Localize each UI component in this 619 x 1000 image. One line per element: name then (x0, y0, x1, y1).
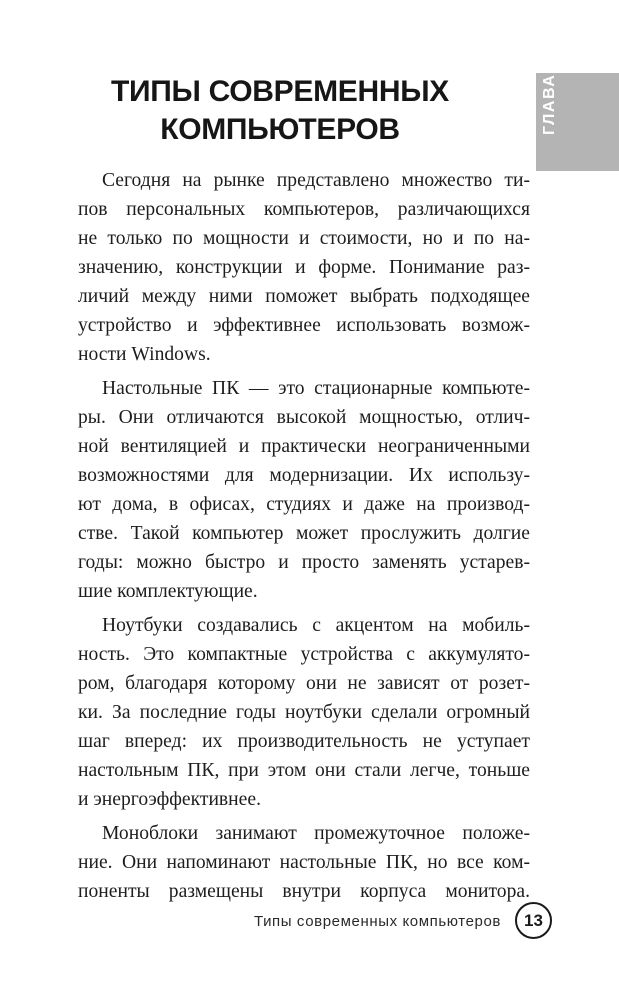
text-line: ры. Они отличаются высокой мощностью, отлич- (78, 407, 530, 428)
text-line: и энергоэффективнее. (78, 789, 261, 810)
text-line: пов персональных компьютеров, различающихся (78, 199, 530, 220)
text-line: значению, конструкции и форме. Понимание раз- (78, 257, 530, 278)
text-line: не только по мощности и стоимости, но и по на- (78, 228, 530, 249)
paragraph (78, 166, 530, 369)
text-line: ки. За последние годы ноутбуки сделали огромный (78, 702, 530, 723)
text-line: Ноутбуки создавались с акцентом на мобиль- (102, 615, 530, 636)
text-line: ром, благодаря которому они не зависят от розет- (78, 673, 530, 694)
page-title-line-2: КОМПЬЮТЕРОВ (160, 113, 400, 146)
text-line: устройство и эффективнее использовать возмож- (78, 315, 530, 336)
text-line: шие комплектующие. (78, 581, 258, 602)
paragraph (78, 611, 530, 814)
text-line: ность. Это компактные устройства с аккумулято- (78, 644, 530, 665)
text-line: Сегодня на рынке представлено множество ти- (102, 170, 530, 191)
paragraph (78, 374, 530, 606)
paragraph (78, 819, 530, 906)
text-line: Моноблоки занимают промежуточное положе- (102, 823, 530, 844)
text-line: личий между ними поможет выбрать подходящее (78, 286, 530, 307)
chapter-tab-label: ГЛАВА 1 (541, 57, 558, 135)
text-line: ности Windows. (78, 344, 211, 365)
chapter-tab (536, 57, 619, 171)
text-line: поненты размещены внутри корпуса монитора. (78, 881, 530, 902)
text-line: шаг вперед: их производительность не уступает (78, 731, 530, 752)
text-line: Настольные ПК — это стационарные компьюте- (102, 378, 530, 399)
text-line: настольным ПК, при этом они стали легче, тоньше (78, 760, 530, 781)
text-line: годы: можно быстро и просто заменять устарев- (78, 552, 530, 573)
text-line: ной вентиляцией и практически неограниченными (78, 436, 530, 457)
text-line: возможностями для модернизации. Их использу- (78, 465, 530, 486)
page-number: 13 (515, 902, 552, 939)
page-title (60, 73, 500, 149)
page-title-line-1: ТИПЫ СОВРЕМЕННЫХ (110, 75, 449, 108)
text-line: ние. Они напоминают настольные ПК, но все ком- (78, 852, 530, 873)
body-text (78, 166, 530, 906)
running-title: Типы современных компьютеров (253, 913, 501, 930)
text-line: стве. Такой компьютер может прослужить долгие (78, 523, 530, 544)
text-line: ют дома, в офисах, студиях и даже на производ- (78, 494, 530, 515)
